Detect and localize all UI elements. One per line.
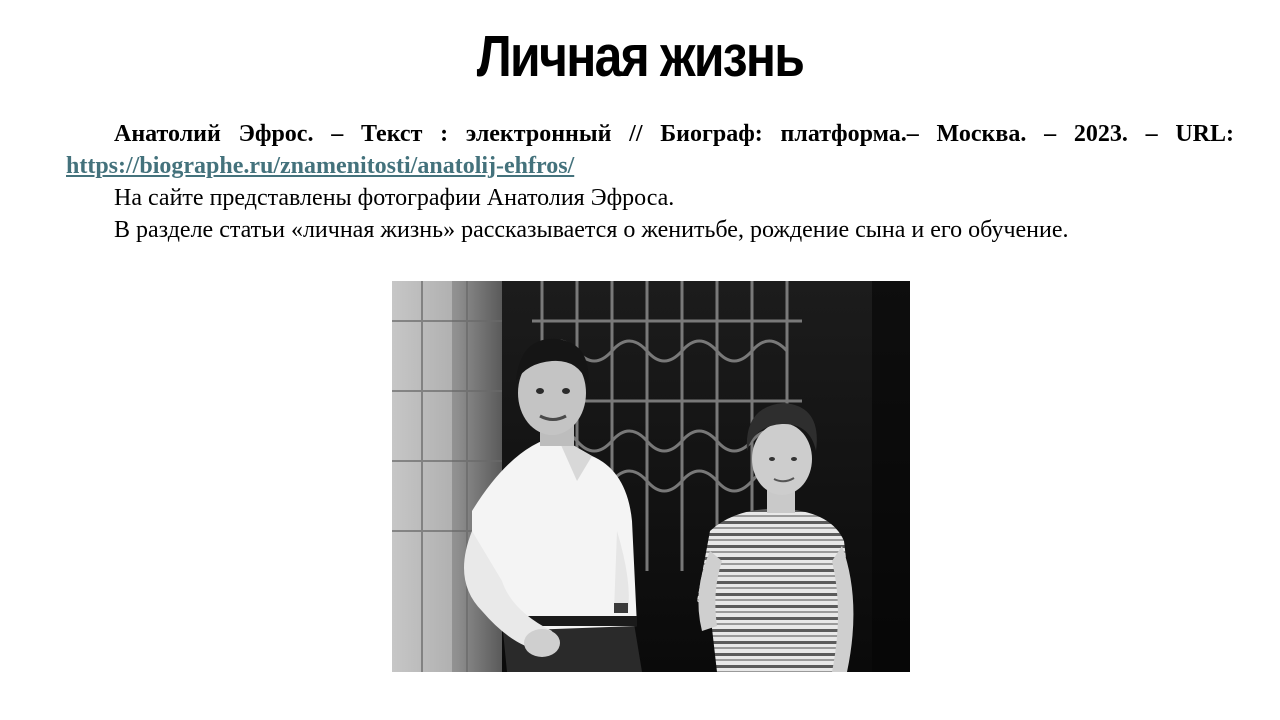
citation-text: Анатолий Эфрос. – Текст : электронный // Биограф: платформа.– Москва. – 2023. – URL: [114, 121, 1234, 147]
slide-title: Личная жизнь [476, 24, 804, 89]
photo-anatoly-efros [392, 281, 910, 672]
slide-body [66, 118, 1234, 246]
paragraph-photos: На сайте представлены фотографии Анатолия Эфроса. [114, 185, 675, 211]
citation-link[interactable]: https://biographe.ru/znamenitosti/anatolij-ehfros/ [66, 153, 575, 179]
citation-paragraph [66, 118, 1234, 182]
paragraph-personal-life: В разделе статьи «личная жизнь» рассказывается о женитьбе, рождение сына и его обучение. [114, 217, 1069, 243]
